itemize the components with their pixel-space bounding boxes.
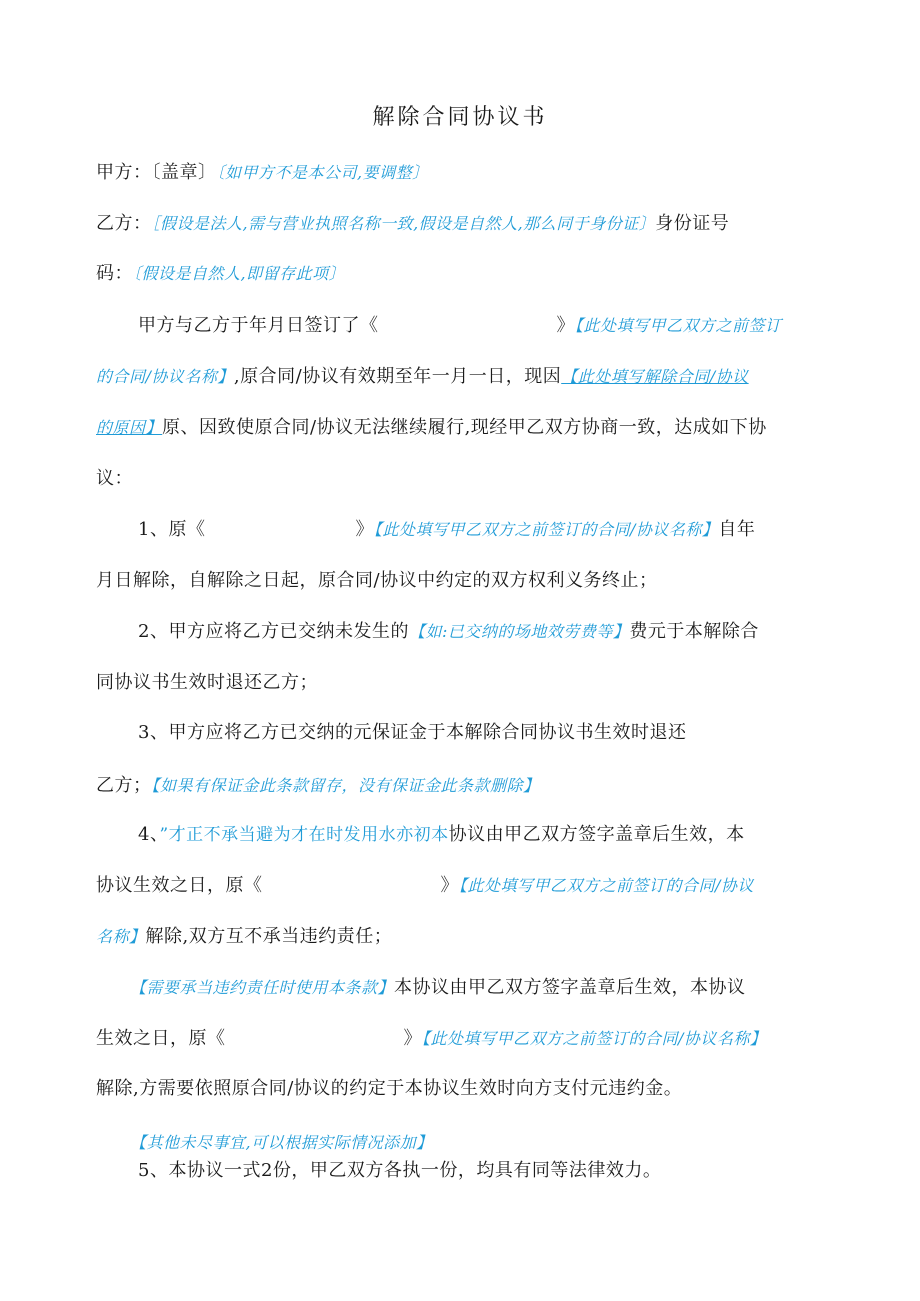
clause-1-line-1 bbox=[138, 515, 755, 541]
alt-clause-text-2: 生效之日，原《 bbox=[96, 1028, 226, 1049]
alt-clause-text-3: 解除,方需要依照原合同/协议的约定于本协议生效时向方支付元违约金。 bbox=[96, 1078, 683, 1099]
intro-text: 甲方与乙方于年月日签订了《 bbox=[138, 315, 379, 336]
alt-clause-bracket: 》 bbox=[403, 1028, 422, 1049]
clause-3-note: 【如果有保证金此条款留存，没有保证金此条款删除】 bbox=[151, 776, 540, 795]
intro-line-2 bbox=[96, 362, 749, 388]
alt-clause-note-2: 【此处填写甲乙双方之前签订的合同/协议名称】 bbox=[422, 1029, 767, 1048]
alt-clause-note: 【需要承当违约责任时使用本条款】 bbox=[130, 978, 395, 997]
intro-bracket: 》 bbox=[556, 315, 575, 336]
clause-2-line-1 bbox=[138, 617, 759, 643]
clause-5-text: 5、本协议一式2份，甲乙双方各执一份，均具有同等法律效力。 bbox=[138, 1160, 662, 1181]
party-b-id-line bbox=[96, 259, 345, 285]
party-a-line bbox=[96, 158, 429, 184]
clause-1-text-2: 月日解除，自解除之日起，原合同/协议中约定的双方权利义务终止； bbox=[96, 570, 658, 591]
other-note-line bbox=[130, 1130, 433, 1153]
clause-4-line-1 bbox=[138, 820, 745, 846]
clause-4-line-2 bbox=[96, 871, 754, 897]
clause-1-note: 【此处填写甲乙双方之前签订的合同/协议名称】 bbox=[373, 520, 719, 539]
party-b-line bbox=[96, 209, 729, 235]
clause-4-note: ”才正不承当避为才在时发用水亦初本 bbox=[159, 825, 449, 845]
clause-2-text-b: 费元于本解除合 bbox=[629, 621, 759, 642]
clause-2-text: 2、甲方应将乙方已交纳未发生的 bbox=[138, 621, 409, 642]
intro-text-4: 议： bbox=[96, 468, 133, 489]
clause-3-line-1 bbox=[138, 718, 686, 744]
intro-text-2: ,原合同/协议有效期至年一月一日，现因 bbox=[233, 366, 562, 387]
clause-2-text-2: 同协议书生效时退还乙方； bbox=[96, 672, 318, 693]
clause-3-text: 3、甲方应将乙方已交纳的元保证金于本解除合同协议书生效时退还 bbox=[138, 722, 687, 743]
party-a-note: 〔如甲方不是本公司,要调整〕 bbox=[216, 163, 429, 182]
clause-1-bracket: 》 bbox=[355, 519, 374, 540]
alt-clause-text: 本协议由甲乙双方签字盖章后生效，本协议 bbox=[394, 977, 746, 998]
clause-4-num: 4、 bbox=[138, 824, 160, 845]
clause-4-line-3 bbox=[96, 922, 392, 948]
clause-4-text-2: 协议生效之日，原《 bbox=[96, 875, 263, 896]
clause-3-line-2 bbox=[96, 771, 540, 797]
clause-2-line-2 bbox=[96, 668, 318, 694]
clause-4-note-2: 【此处填写甲乙双方之前签订的合同/协议 bbox=[459, 876, 754, 895]
clause-2-note: 【如:已交纳的场地效劳费等】 bbox=[408, 622, 630, 641]
party-b-note: ［假设是法人,需与营业执照名称一致,假设是自然人,那么同于身份证〕 bbox=[151, 214, 656, 233]
intro-text-3: 原、因致使原合同/协议无法继续履行,现经甲乙双方协商一致，达成如下协 bbox=[162, 417, 767, 438]
clause-3-text-2: 乙方； bbox=[96, 775, 152, 796]
clause-1-date: 自年 bbox=[718, 519, 756, 540]
other-note: 【其他未尽事宜,可以根据实际情况添加】 bbox=[130, 1133, 433, 1152]
clause-4-note-3: 名称】 bbox=[96, 927, 146, 946]
intro-line-3 bbox=[96, 413, 767, 439]
alt-clause-line-2 bbox=[96, 1024, 766, 1050]
reason-note: 【此处填写解除合同/协议 bbox=[561, 367, 749, 386]
intro-note: 【此处填写甲乙双方之前签订 bbox=[575, 316, 782, 335]
clause-4-text: 协议由甲乙双方签字盖章后生效，本 bbox=[448, 824, 745, 845]
alt-clause-line-1 bbox=[130, 973, 746, 999]
intro-line-1 bbox=[138, 311, 782, 337]
party-a-label: 甲方：〔盖章〕 bbox=[96, 162, 217, 183]
clause-1-text: 1、原《 bbox=[138, 519, 206, 540]
clause-5-line bbox=[138, 1156, 661, 1182]
clause-4-text-3: 解除,双方互不承当违约责任； bbox=[145, 926, 393, 947]
clause-1-line-2 bbox=[96, 566, 658, 592]
intro-line-4 bbox=[96, 464, 133, 490]
intro-note-cont: 的合同/协议名称】 bbox=[96, 367, 234, 386]
alt-clause-line-3 bbox=[96, 1074, 682, 1100]
document-title: 解除合同协议书 bbox=[372, 105, 548, 130]
reason-note-cont: 的原因】 bbox=[96, 418, 163, 437]
id-number-label-cont: 码： bbox=[96, 263, 133, 284]
party-b-label: 乙方： bbox=[96, 213, 152, 234]
id-number-label: 身份证号 bbox=[655, 213, 730, 234]
id-note: 〔假设是自然人,即留存此项〕 bbox=[133, 264, 346, 283]
clause-4-bracket: 》 bbox=[440, 875, 459, 896]
